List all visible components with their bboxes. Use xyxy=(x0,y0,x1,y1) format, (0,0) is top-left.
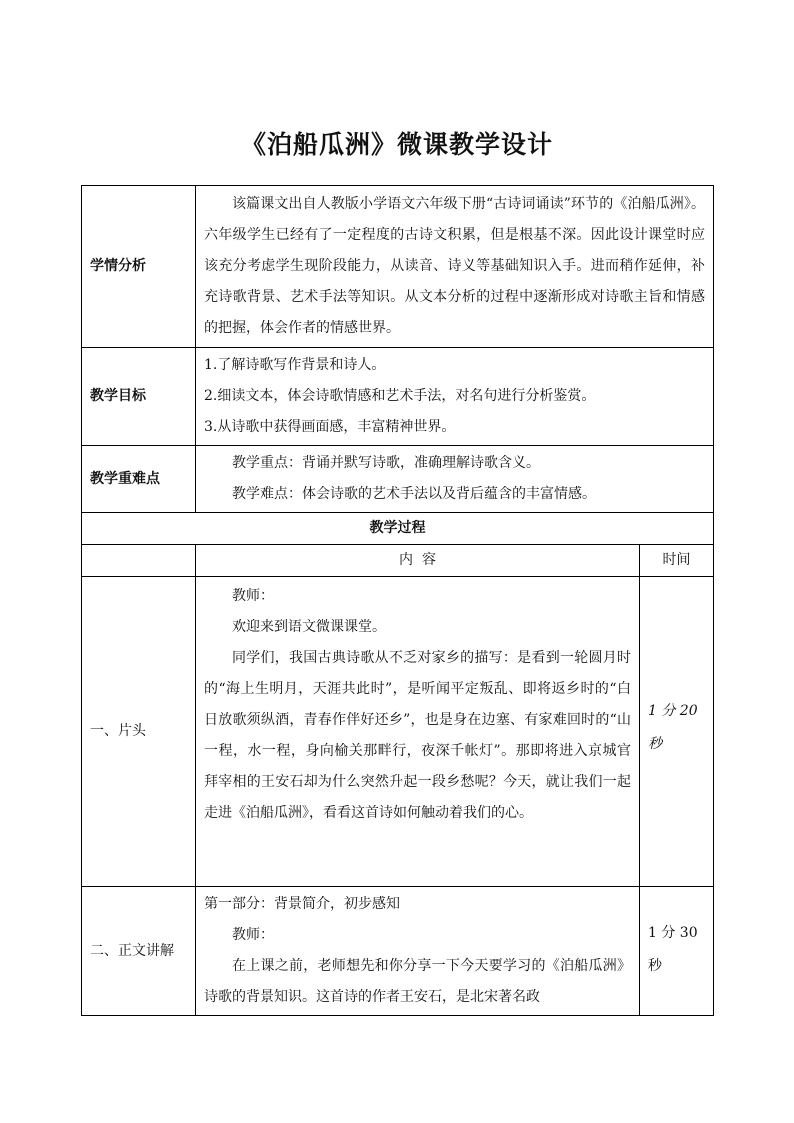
column-header-row xyxy=(82,545,714,577)
keypoint-item: 教学难点：体会诗歌的艺术手法以及背后蕴含的丰富情感。 xyxy=(232,486,596,502)
analysis-text: 该篇课文出自人教版小学语文六年级下册“古诗词诵读”环节的《泊船瓜洲》。六年级学生已经有了一定程度的古诗文积累，但是根基不深。因此设计课堂时应该充分考虑学生现阶段能力，从读音、诗义等基础知识入手。进而稍作延伸，补充诗歌背景、艺术手法等知识。从文本分析的过程中逐渐形成对诗歌主旨和情感的把握，体会作者的情感世界。 xyxy=(204,196,705,336)
part1-line: 欢迎来到语文微课课堂。 xyxy=(232,619,386,635)
part1-row xyxy=(82,577,714,887)
analysis-row xyxy=(82,186,714,348)
goal-item: 2.细读文本，体会诗歌情感和艺术手法，对名句进行分析鉴赏。 xyxy=(204,388,596,404)
lesson-plan-table xyxy=(81,185,714,1016)
part1-line: 同学们，我国古典诗歌从不乏对家乡的描写：是看到一轮圆月时的“海上生明月，天涯共此时”，是听闻平定叛乱、即将返乡时的“白日放歌须纵酒，青春作伴好还乡”，也是身在边塞、有家难回时的“山一程，水一程，身向榆关那畔行，夜深千帐灯”。那即将进入京城官拜宰相的王安石却为什么突然升起一段乡愁呢？今天，就让我们一起走进《泊船瓜洲》，看看这首诗如何触动着我们的心。 xyxy=(204,650,631,821)
goal-item: 1.了解诗歌写作背景和诗人。 xyxy=(204,357,386,373)
keypoint-item: 教学重点：背诵并默写诗歌，准确理解诗歌含义。 xyxy=(232,455,540,471)
goal-item: 3.从诗歌中获得画面感，丰富精神世界。 xyxy=(204,419,456,435)
part2-row xyxy=(82,887,714,1016)
part1-content xyxy=(196,577,640,887)
goals-content xyxy=(196,348,714,446)
document-title: 《泊船瓜洲》微课教学设计 xyxy=(240,130,553,159)
part1-label: 一、片头 xyxy=(82,577,196,887)
keypoints-label: 教学重难点 xyxy=(82,446,196,513)
column-header-time: 时间 xyxy=(640,545,714,577)
goals-row xyxy=(82,348,714,446)
part2-heading: 第一部分：背景简介，初步感知 xyxy=(204,896,400,912)
process-header-row xyxy=(82,513,714,545)
process-header: 教学过程 xyxy=(82,513,714,545)
part2-line: 教师： xyxy=(232,927,274,943)
keypoints-row xyxy=(82,446,714,513)
part2-line: 在上课之前，老师想先和你分享一下今天要学习的《泊船瓜洲》诗歌的背景知识。这首诗的作者王安石，是北宋著名政 xyxy=(204,958,631,1005)
part2-label: 二、正文讲解 xyxy=(82,887,196,1016)
column-header-empty xyxy=(82,545,196,577)
keypoints-content xyxy=(196,446,714,513)
part1-time: 1 分 20 秒 xyxy=(640,577,714,887)
column-header-content: 内 容 xyxy=(196,545,640,577)
part2-content xyxy=(196,887,640,1016)
part1-line: 教师： xyxy=(232,588,274,604)
part2-time: 1 分 30 秒 xyxy=(640,887,714,1016)
goals-label: 教学目标 xyxy=(82,348,196,446)
analysis-content xyxy=(196,186,714,348)
analysis-label: 学情分析 xyxy=(82,186,196,348)
